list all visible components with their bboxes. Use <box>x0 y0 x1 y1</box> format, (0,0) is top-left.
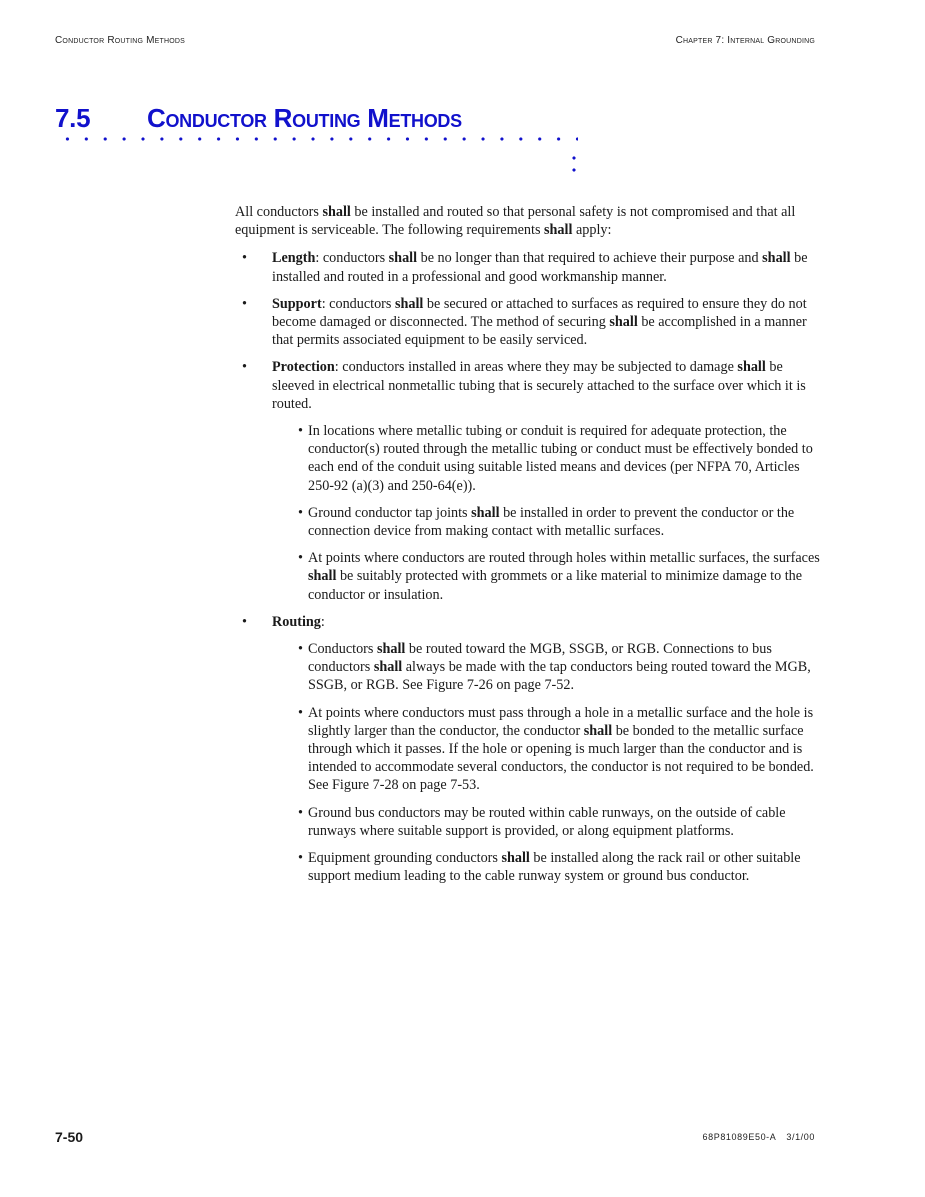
sub-item: • At points where conductors are routed through holes within metallic surfaces, the surfaces shall be suitably protected with grommets or a like material to minimize damage to the conductor or insulation. <box>298 550 820 603</box>
running-header-right: Chapter 7: Internal Grounding <box>675 35 815 46</box>
sub-item: • At points where conductors must pass through a hole in a metallic surface and the hole is slightly larger than the conductor, the conductor shall be bonded to the metallic surface through which it passes. If the hole or opening is much larger than the conductor and is intended to accommodate several conductors, the conductor is not required to be bonded. See Figure 7-28 on page 7-53. <box>298 704 814 794</box>
item-label: Routing <box>272 613 321 630</box>
item-label: Length <box>272 250 316 267</box>
sub-bullet-icon: • <box>298 504 303 521</box>
item-label: Protection <box>272 359 335 376</box>
sub-bullet-icon: • <box>298 641 303 658</box>
section-title: Conductor Routing Methods <box>147 103 462 133</box>
list-item-length: • Length: conductors shall be no longer than that required to achieve their purpose and shall be installed and routed in a professional and good workmanship manner. <box>242 250 808 285</box>
document-date: 3/1/00 <box>786 1132 815 1142</box>
routing-sublist <box>272 640 825 885</box>
sub-item: • In locations where metallic tubing or conduit is required for adequate protection, the conductor(s) routed through the metallic tubing or conduct must be effectively bonded to each end of the conduit using suitable listed means and devices (per NFPA 70, Articles 250-92 (a)(3) and 250-64(e)). <box>298 423 813 494</box>
sub-item: • Ground bus conductors may be routed within cable runways, on the outside of cable runways where suitable support is provided, or along equipment platforms. <box>298 804 786 839</box>
sub-bullet-icon: • <box>298 850 303 867</box>
protection-sublist <box>272 422 825 604</box>
sub-item: • Equipment grounding conductors shall be installed along the rack rail or other suitable support medium leading to the cable runway system or ground bus conductor. <box>298 850 801 885</box>
list-item-routing: • Routing: • Conductors shall be routed toward the MGB, SSGB, or RGB. Connections to bus conductors shall always be made with the tap conductors being routed toward the MGB, SSGB, or RGB. See Figure 7-26 on page 7-52. • At points where conductors must pass through a hole in a metallic surface and the hole is slightly larger than the conductor, the conductor shall be bonded to the metallic surface through which it passes. If the hole or opening is much larger than the conductor and is intended to accommodate several conductors, the conductor is not required to be bonded. See Figure 7-28 on page 7-53. • Ground bus conductors may be routed within cable runways, on the outside of cable runways where suitable support is provided, or along equipment platforms. • Equipment grounding conductors shall be installed along the rack rail or other suitable support medium leading to the cable runway system or ground bus conductor. <box>235 613 825 886</box>
page-number: 7-50 <box>55 1129 84 1145</box>
sub-item: • Ground conductor tap joints shall be installed in order to prevent the conductor or the connection device from making contact with metallic surfaces. <box>298 504 795 540</box>
dotted-rule-vertical <box>569 152 579 176</box>
list-item-protection: • Protection: conductors installed in areas where they may be subjected to damage shall be sleeved in electrical nonmetallic tubing that is securely attached to the surface over which it is routed. • In locations where metallic tubing or conduit is required for adequate protection, the conductor(s) routed through the metallic tubing or conduct must be effectively bonded to each end of the conduit using suitable listed means and devices (per NFPA 70, Articles 250-92 (a)(3) and 250-64(e)). • Ground conductor tap joints shall be installed in order to prevent the conductor or the connection device from making contact with metallic surfaces. • At points where conductors are routed through holes within metallic surfaces, the surfaces shall be suitably protected with grommets or a like material to minimize damage to the conductor or insulation. <box>235 358 825 603</box>
intro-paragraph: All conductors shall be installed and routed so that personal safety is not compromised and that all equipment is serviceable. The following requirements shall apply: <box>235 204 796 239</box>
sub-bullet-icon: • <box>298 550 303 567</box>
requirements-list <box>235 249 825 885</box>
dotted-rule <box>58 134 578 144</box>
bullet-icon: • <box>242 613 247 630</box>
section-heading <box>55 103 462 134</box>
section-number: 7.5 <box>55 103 91 133</box>
list-item-support: • Support: conductors shall be secured or attached to surfaces as required to ensure they do not become damaged or disconnected. The method of securing shall be accomplished in a manner that permits associated equipment to be easily serviced. <box>242 295 807 349</box>
bullet-icon: • <box>242 359 247 376</box>
bullet-icon: • <box>242 250 247 267</box>
document-number: 68P81089E50-A <box>702 1132 777 1142</box>
sub-item: • Conductors shall be routed toward the MGB, SSGB, or RGB. Connections to bus conductors shall always be made with the tap conductors being routed toward the MGB, SSGB, or RGB. See Figure 7-26 on page 7-52. <box>298 641 811 694</box>
running-header-left: Conductor Routing Methods <box>55 35 186 46</box>
item-label: Support <box>272 295 322 312</box>
sub-bullet-icon: • <box>298 704 303 721</box>
sub-bullet-icon: • <box>298 423 303 440</box>
body-content <box>235 203 825 895</box>
sub-bullet-icon: • <box>298 804 303 821</box>
bullet-icon: • <box>242 295 247 312</box>
document-id <box>703 1132 815 1142</box>
